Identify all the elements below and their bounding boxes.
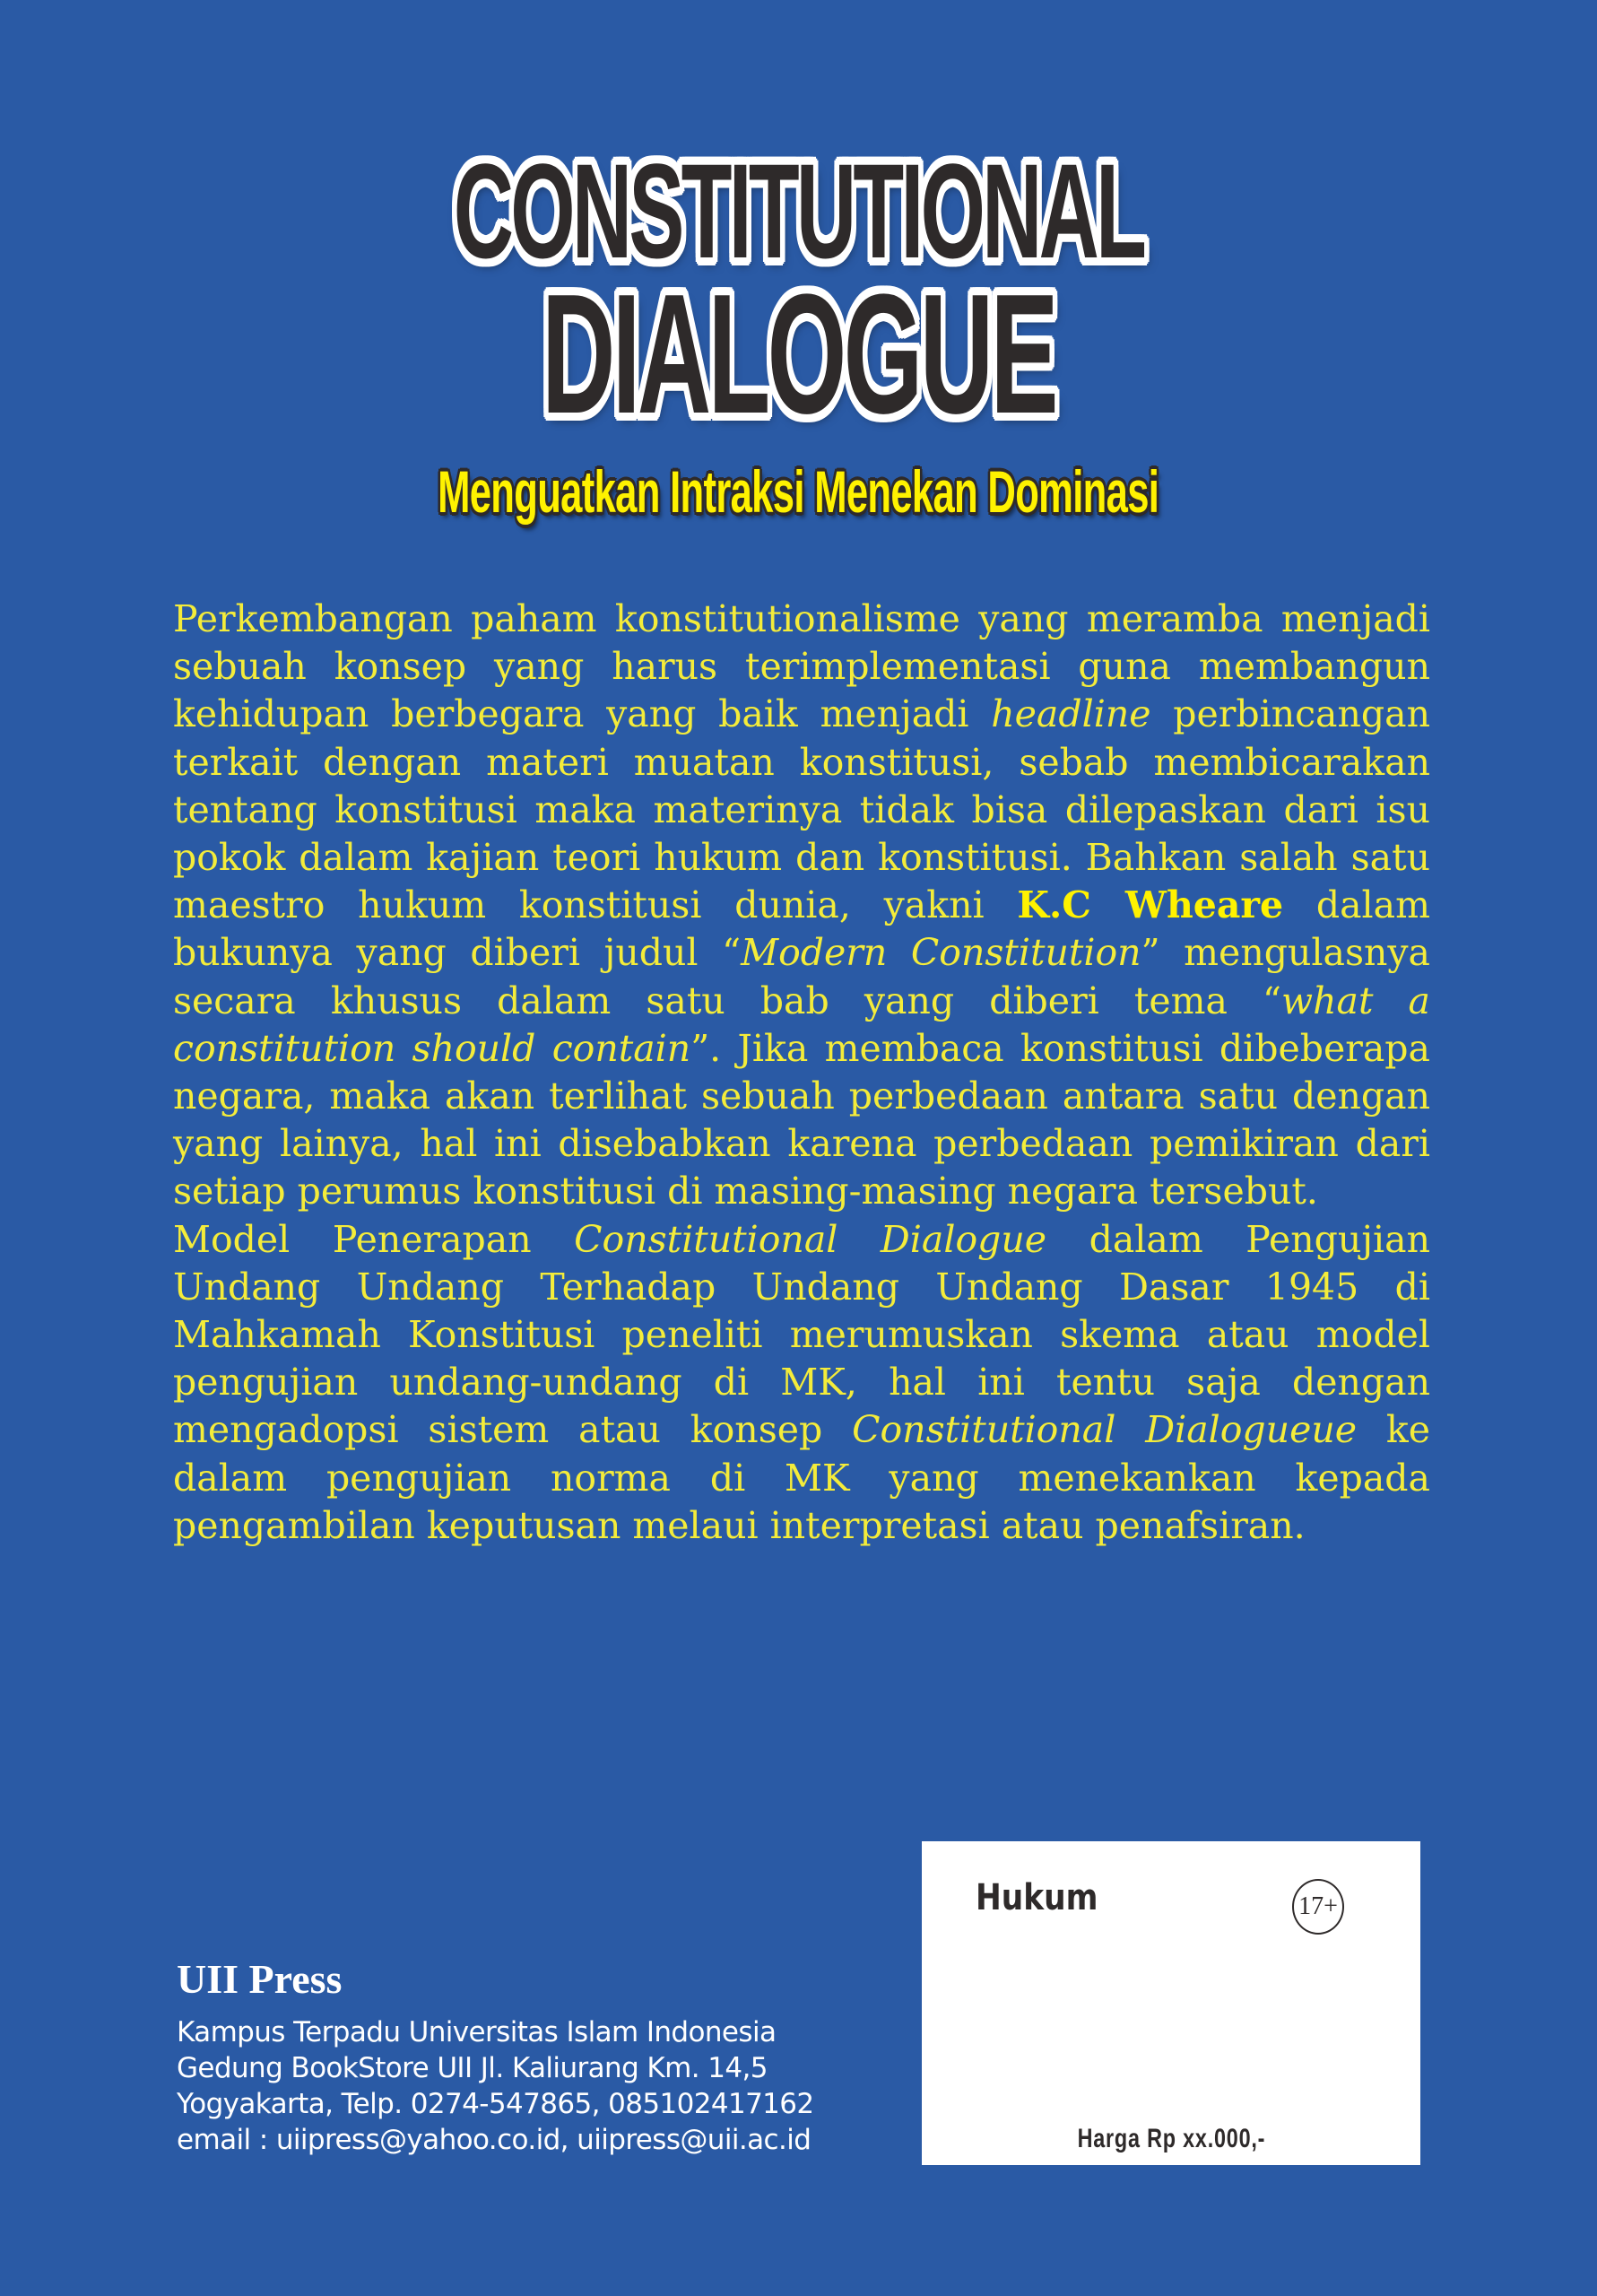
subtitle-text: Menguatkan Intraksi Menekan Dominasi — [438, 458, 1159, 525]
synopsis-text: Perkembangan paham konstitutionalisme yang meramba menjadi sebuah konsep yang harus terimplementasi guna membangun kehidupan berbegara yang baik menjadi — [173, 597, 1430, 736]
publisher-name: UII Press — [177, 1956, 343, 2002]
age-rating-badge: 17+ — [1292, 1879, 1344, 1935]
title-line-constitutional: CONSTITUTIONAL — [453, 135, 1144, 286]
publisher-address-line: Gedung BookStore UII Jl. Kaliurang Km. 14,5 — [177, 2052, 768, 2084]
synopsis-text: perbincangan terkait dengan materi muatan konstitusi, sebab membicarakan tentang konstitusi maka materinya tidak bisa dilepaskan dari isu pokok dalam kajian teori hukum dan konstitusi. Bahkan salah satu maestro hukum konstitusi dunia, yakni — [173, 692, 1431, 927]
price-text: Harga Rp xx.000,- — [1077, 2124, 1265, 2153]
book-title — [0, 135, 1597, 449]
chapter-theme-quote: what a constitution should contain — [173, 978, 1430, 1070]
synopsis-emphasis: Constitutional Dialogue — [574, 1217, 1047, 1261]
publisher-address-line: Yogyakarta, Telp. 0274-547865, 085102417162 — [177, 2088, 814, 2120]
synopsis-text: ”. Jika membaca konstitusi dibeberapa negara, maka akan terlihat sebuah perbedaan antara satu dengan yang lainya, hal ini disebabkan karena perbedaan pemikiran dari setiap perumus konstitusi di masing-masing negara tersebut. — [173, 1026, 1430, 1213]
price-label-box — [922, 1841, 1420, 2165]
price-label — [922, 2124, 1420, 2154]
book-subtitle — [0, 457, 1597, 526]
synopsis-text: Model Penerapan — [173, 1217, 575, 1261]
synopsis-text: ” mengulasnya secara khusus dalam satu bab yang diberi tema “ — [173, 931, 1430, 1022]
book-reference-title: Modern Constitution — [741, 931, 1141, 975]
synopsis-emphasis: Constitutional Dialogueue — [852, 1408, 1358, 1452]
publisher-info — [177, 1955, 814, 2158]
synopsis-text: dalam bukunya yang diberi judul “ — [173, 883, 1430, 975]
synopsis-emphasis: headline — [991, 692, 1151, 736]
synopsis-text: ke dalam pengujian norma di MK yang menekankan kepada pengambilan keputusan melaui interpretasi atau penafsiran. — [173, 1408, 1430, 1547]
synopsis-paragraph-2 — [173, 1216, 1430, 1550]
author-name-highlight: K.C Wheare — [1017, 883, 1284, 927]
category-label: Hukum — [976, 1877, 1098, 1918]
synopsis — [173, 596, 1430, 1550]
publisher-email-line: email : uiipress@yahoo.co.id, uiipress@uii.ac.id — [177, 2124, 812, 2156]
synopsis-text: dalam Pengujian Undang Undang Terhadap Undang Undang Dasar 1945 di Mahkamah Konstitusi peneliti merumuskan skema atau model pengujian undang-undang di MK, hal ini tentu saja dengan mengadopsi sistem atau konsep — [173, 1217, 1430, 1452]
title-line-dialogue: DIALOGUE — [542, 259, 1055, 449]
synopsis-paragraph-1 — [173, 596, 1430, 1216]
publisher-address-line: Kampus Terpadu Universitas Islam Indonesia — [177, 2016, 777, 2048]
